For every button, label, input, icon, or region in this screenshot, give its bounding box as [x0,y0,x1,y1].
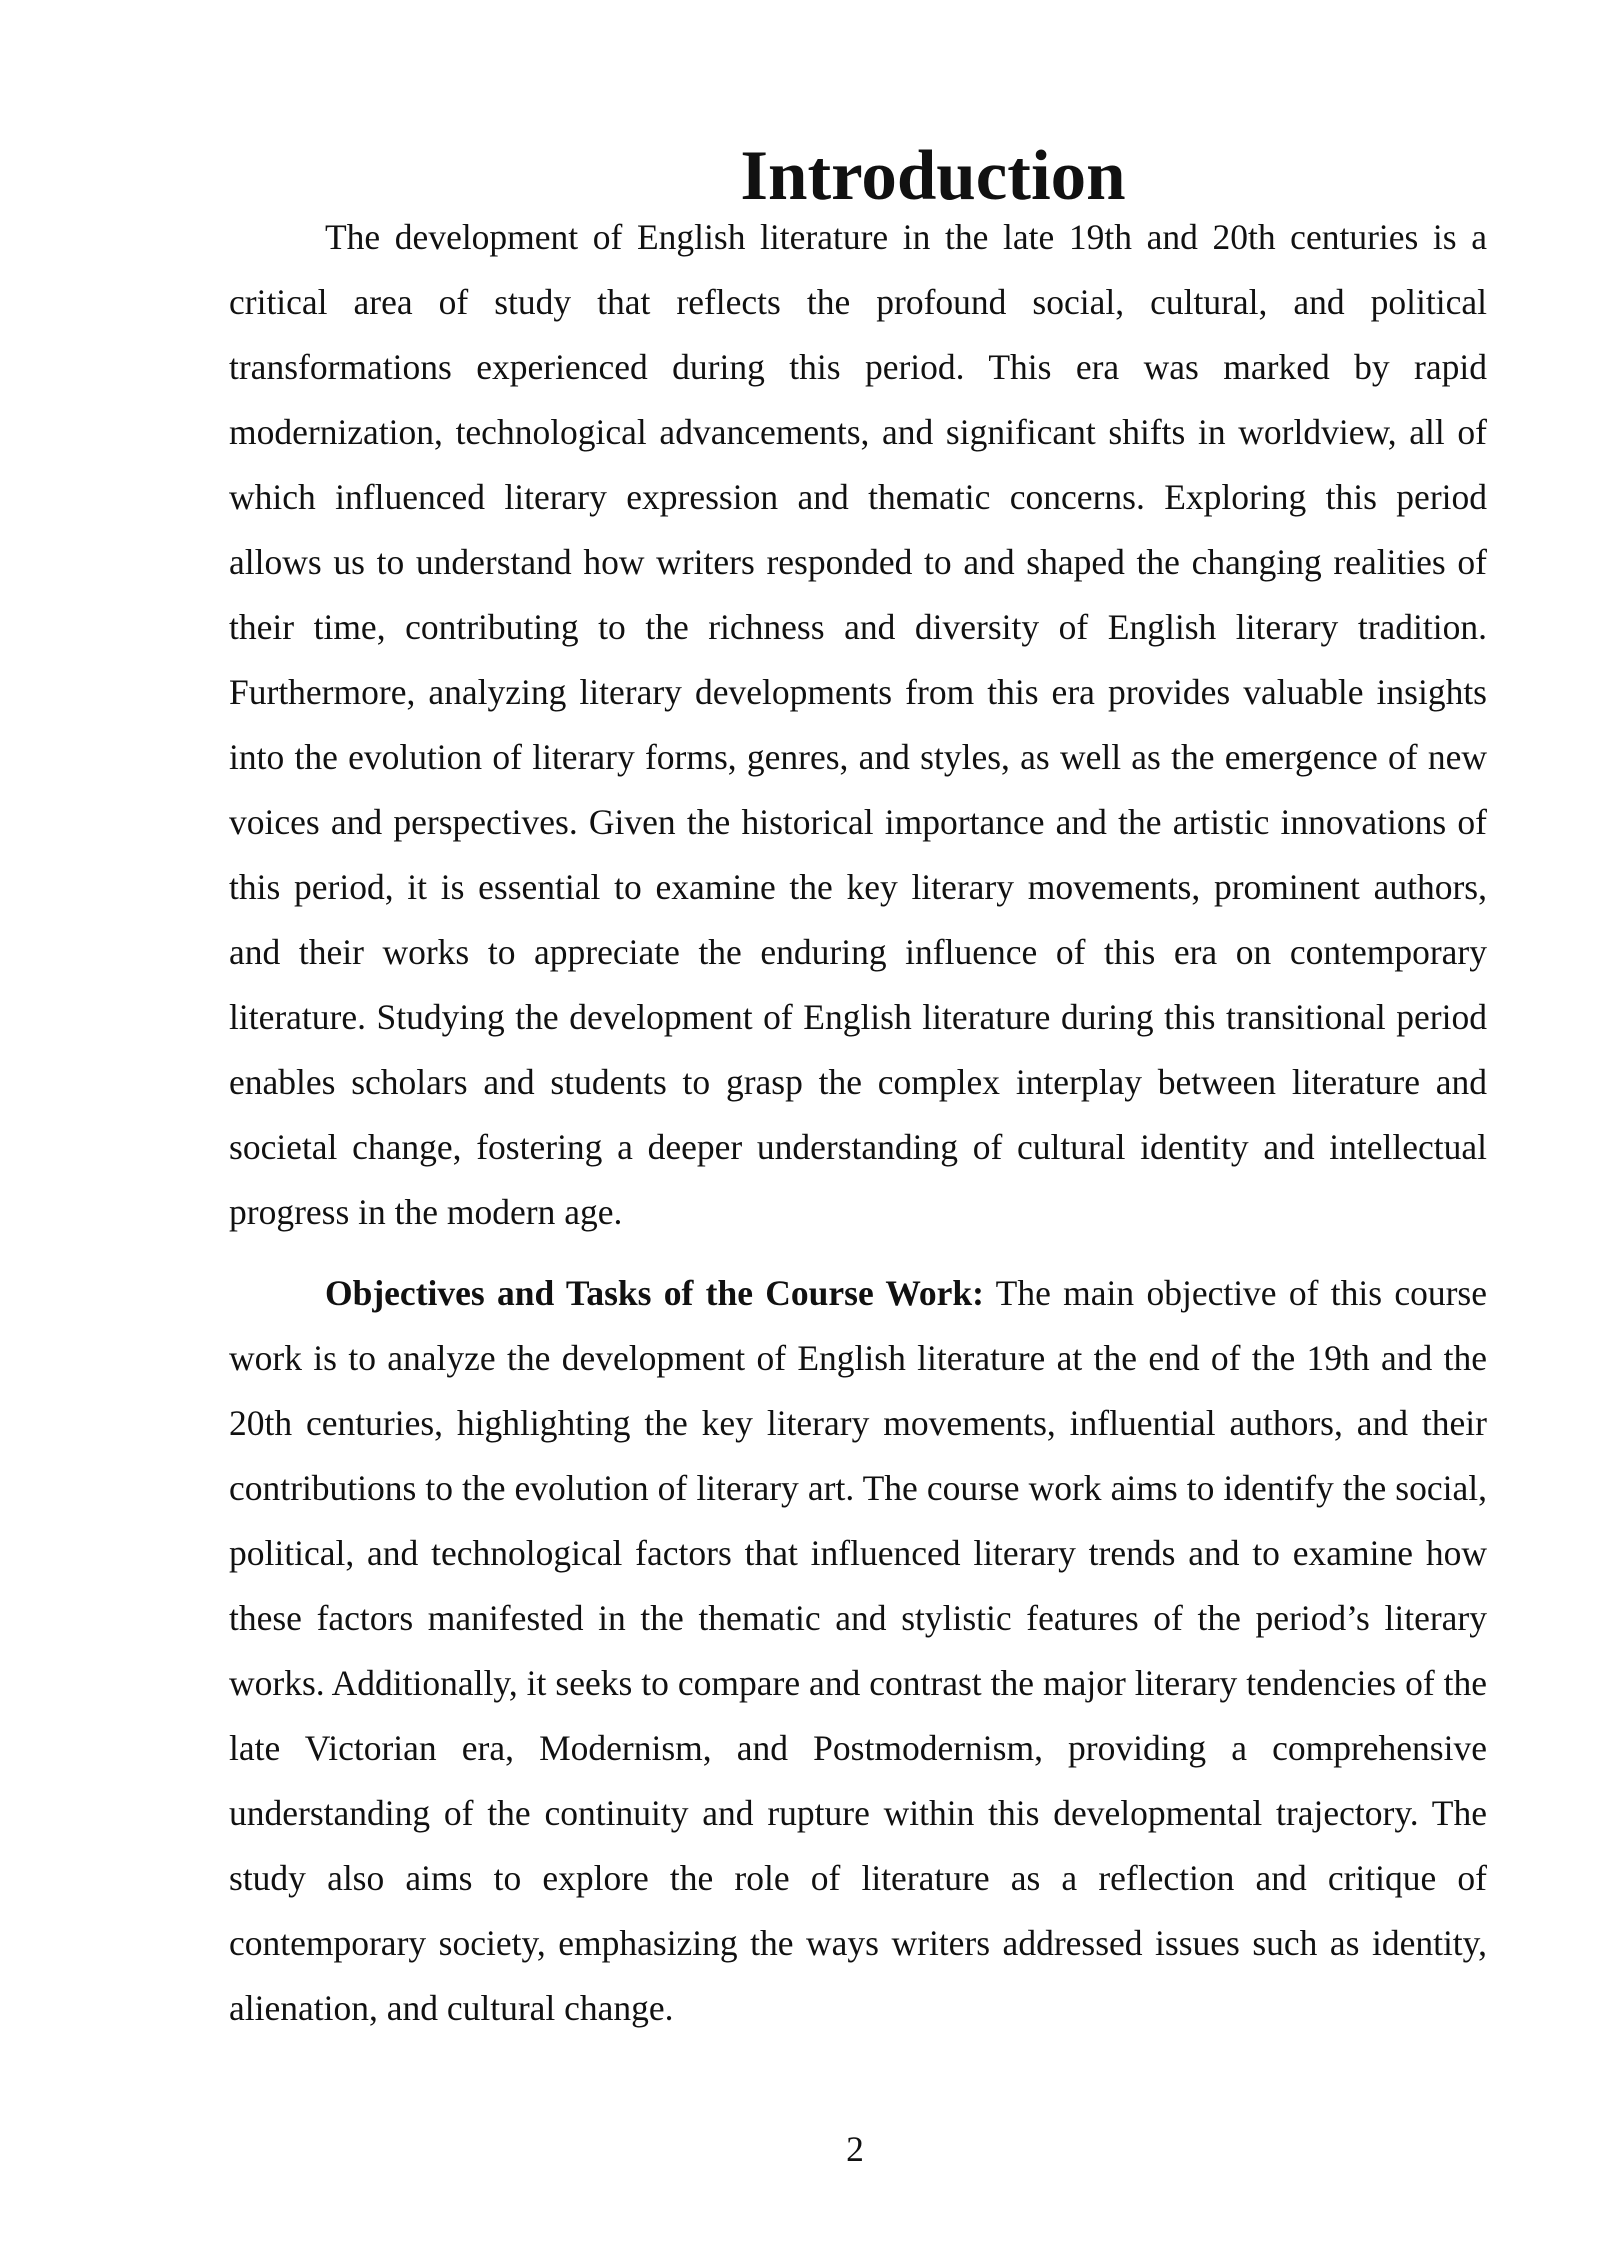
intro-paragraph [229,205,1487,1245]
section-heading: Introduction [740,137,1126,215]
objectives-paragraph [229,1261,1487,2041]
page-content [229,137,1487,2041]
paragraph-text: The main objective of this course work is to analyze the development of English literature at the end of the 19th and the 20th centuries, highlighting the key literary movements, influential authors, and their contributions to the evolution of literary art. The course work aims to identify the social, political, and technological factors that influenced literary trends and to examine how these factors manifested in the thematic and stylistic features of the period’s literary works. Additionally, it seeks to compare and contrast the major literary tendencies of the late Victorian era, Modernism, and Postmodernism, providing a comprehensive understanding of the continuity and rupture within this developmental trajectory. The study also aims to explore the role of literature as a reflection and critique of contemporary society, emphasizing the ways writers addressed issues such as identity, alienation, and cultural change. [229,1273,1487,2028]
paragraph-text: The development of English literature in the late 19th and 20th centuries is a critical area of study that reflects the profound social, cultural, and political transformations experienced during this period. This era was marked by rapid modernization, technological advancements, and significant shifts in worldview, all of which influenced literary expression and thematic concerns. Exploring this period allows us to understand how writers responded to and shaped the changing realities of their time, contributing to the richness and diversity of English literary tradition. Furthermore, analyzing literary developments from this era provides valuable insights into the evolution of literary forms, genres, and styles, as well as the emergence of new voices and perspectives. Given the historical importance and the artistic innovations of this period, it is essential to examine the key literary movements, prominent authors, and their works to appreciate the enduring influence of this era on contemporary literature. Studying the development of English literature during this transitional period enables scholars and students to grasp the complex interplay between literature and societal change, fostering a deeper understanding of cultural identity and intellectual progress in the modern age. [229,217,1487,1232]
page-number: 2 [846,2129,864,2169]
paragraph-lead: Objectives and Tasks of the Course Work: [325,1273,984,1313]
